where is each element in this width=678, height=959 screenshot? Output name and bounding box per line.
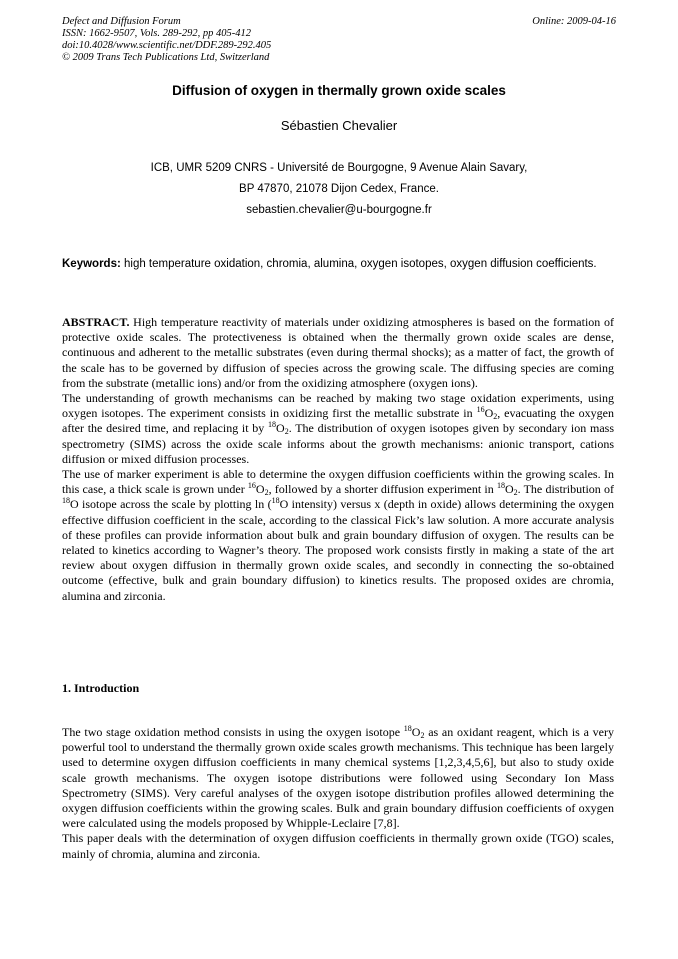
paper-title: Diffusion of oxygen in thermally grown oxide scales	[172, 83, 506, 98]
molecule-subscript: 2	[513, 488, 518, 498]
abstract-p3-text-a: The use of marker experiment is able to determine the oxygen diffusion coefficients within the growing scales. In this case, a thick scale is grown under	[62, 467, 614, 497]
affiliation-line-1: ICB, UMR 5209 CNRS - Université de Bourgogne, 9 Avenue Alain Savary,	[150, 162, 528, 174]
abstract-p2-text-b: , evacuating the oxygen after the desired time, and replacing it by	[62, 406, 614, 436]
isotope-superscript: 18	[268, 420, 277, 430]
introduction-body	[62, 725, 614, 862]
keywords-label: Keywords:	[62, 258, 121, 270]
abstract-p3-text-c: . The distribution of	[517, 482, 614, 497]
introduction-paragraph-1	[62, 725, 614, 831]
abstract-p3-text-d: O isotope across the scale by plotting ln (	[70, 497, 272, 512]
abstract-p3-text-b: , followed by a shorter diffusion experiment in	[268, 482, 497, 497]
oxygen-symbol: O	[504, 482, 514, 497]
molecule-subscript: 2	[493, 412, 498, 422]
author-email[interactable]: sebastien.chevalier@u-bourgogne.fr	[246, 204, 432, 216]
online-date: Online: 2009-04-16	[532, 16, 616, 27]
copyright-line: © 2009 Trans Tech Publications Ltd, Switzerland	[62, 52, 270, 63]
oxygen-symbol: O	[255, 482, 265, 497]
abstract-paragraph-1	[62, 315, 614, 391]
isotope-superscript: 16	[247, 481, 256, 491]
intro-p1-text-b: as an oxidant reagent, which is a very powerful tool to understand the thermally grown oxide scales growth mechanisms. This technique has been largely used to determine oxygen diffusion coefficients in many chemical systems [1,2,3,4,5,6], but also to study oxide scale growth mechanisms. The oxygen isotope distributions were followed using Secondary Ion Mass Spectrometry (SIMS). Very careful analyses of the oxygen isotope distribution profiles allowed determining the oxygen diffusion coefficients within the growing scales. Bulk and grain boundary diffusion coefficients of oxygen were calculated using the models proposed by Whipple-Leclaire [7,8].	[62, 725, 614, 831]
oxygen-symbol: O	[276, 421, 285, 436]
section-heading-introduction: 1. Introduction	[62, 681, 140, 695]
affiliation	[62, 158, 616, 221]
isotope-superscript: 18	[496, 481, 505, 491]
oxygen-symbol: O	[411, 725, 421, 739]
abstract-p3-text-e: O intensity) versus x (depth in oxide) allows determining the oxygen effective diffusion coefficient in the scale, according to the classical Fick’s law solution. A more accurate analysis of these profiles can provide information about bulk and grain boundary diffusion of oxygen. The results can be related to kinetics according to Wagner’s theory. The proposed work consists firstly in making a state of the art review about oxygen diffusion in thermally grown oxide scales, and secondly in connecting the so-obtained outcome (effective, bulk and grain boundary diffusion) to kinetics results. The proposed oxides are chromia, alumina and zirconia.	[62, 497, 614, 603]
keywords-text: high temperature oxidation, chromia, alumina, oxygen isotopes, oxygen diffusion coefficients.	[120, 258, 597, 270]
abstract-paragraph-3	[62, 467, 614, 604]
molecule-subscript: 2	[284, 427, 289, 437]
isotope-superscript: 18	[62, 496, 70, 506]
isotope-superscript: 18	[403, 724, 412, 733]
abstract-paragraph-2	[62, 391, 614, 467]
journal-name: Defect and Diffusion Forum	[62, 16, 181, 27]
introduction-paragraph-2: This paper deals with the determination of oxygen diffusion coefficients in thermally grown oxide (TGO) scales, mainly of chromia, alumina and zirconia.	[62, 831, 614, 861]
molecule-subscript: 2	[264, 488, 269, 498]
issn-line: ISSN: 1662-9507, Vols. 289-292, pp 405-412	[62, 28, 251, 39]
abstract-p1-text: High temperature reactivity of materials under oxidizing atmospheres is based on the formation of protective oxide scales. The protectiveness is obtained when the thermally grown oxide scales are dense, continuous and adherent to the metallic substrates (even during thermal shocks); as a matter of fact, the growth of the scale has to be governed by diffusion of species across the growing scale. The diffusing species are coming from the substrate (metallic ions) and/or from the oxidizing atmosphere (oxygen ions).	[62, 315, 614, 390]
abstract	[62, 315, 614, 604]
intro-p1-text-a: The two stage oxidation method consists in using the oxygen isotope	[62, 725, 404, 739]
abstract-p2-text-c: . The distribution of oxygen isotopes given by secondary ion mass spectrometry (SIMS) across the oxide scale informs about the growth mechanisms: anionic transport, cations diffusion or mixed diffusion processes.	[62, 421, 614, 466]
molecule-subscript: 2	[420, 731, 425, 740]
oxygen-symbol: O	[484, 406, 494, 421]
keywords	[62, 253, 614, 275]
author-name: Sébastien Chevalier	[280, 118, 398, 133]
affiliation-line-2: BP 47870, 21078 Dijon Cedex, France.	[239, 183, 439, 195]
isotope-superscript: 16	[476, 405, 485, 415]
doi-line[interactable]: doi:10.4028/www.scientific.net/DDF.289-292.405	[62, 40, 272, 51]
abstract-label: ABSTRACT.	[62, 315, 130, 329]
abstract-p2-text-a: The understanding of growth mechanisms can be reached by making two stage oxidation experiments, using oxygen isotopes. The experiment consists in oxidizing first the metallic substrate in	[62, 391, 614, 421]
isotope-superscript: 18	[271, 496, 280, 506]
journal-header	[62, 16, 462, 64]
